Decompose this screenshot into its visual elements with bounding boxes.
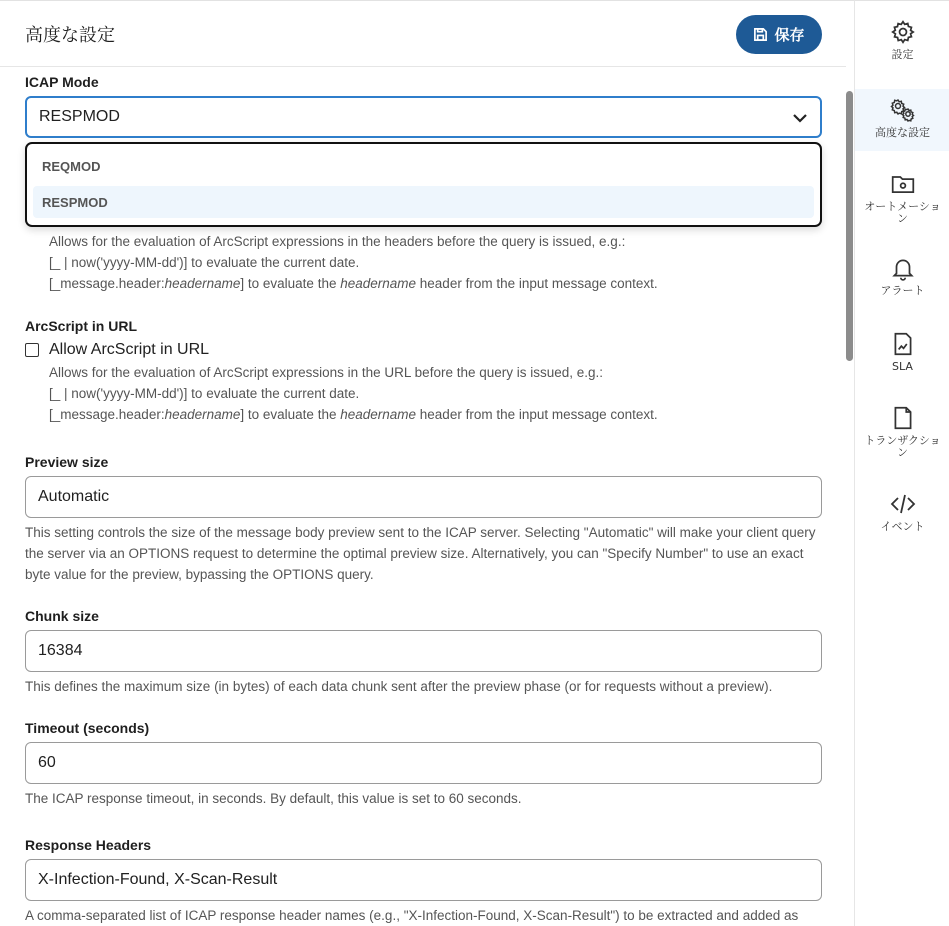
- response-headers-label: Response Headers: [25, 837, 152, 853]
- page-title: 高度な設定: [25, 25, 115, 46]
- timeout-label: Timeout (seconds): [25, 720, 150, 736]
- gear-icon: [890, 19, 916, 45]
- page-header: [0, 1, 846, 67]
- icap-mode-label: ICAP Mode: [25, 74, 99, 90]
- option-respmod[interactable]: RESPMOD: [33, 186, 814, 218]
- bell-icon: [890, 255, 916, 281]
- sidebar-item-events[interactable]: イベント: [855, 491, 949, 541]
- icap-mode-value: RESPMOD: [39, 108, 120, 125]
- sidebar-item-automation[interactable]: オートメーション: [855, 171, 949, 231]
- icap-mode-dropdown: [25, 142, 822, 227]
- sidebar-item-advanced-settings[interactable]: 高度な設定: [855, 89, 949, 151]
- chunk-size-label: Chunk size: [25, 608, 99, 624]
- arcscript-url-checkbox-label[interactable]: Allow ArcScript in URL: [49, 341, 210, 358]
- chunk-size-value: 16384: [38, 642, 83, 659]
- sidebar-item-alerts[interactable]: アラート: [855, 255, 949, 305]
- headers-arcscript-help: Allows for the evaluation of ArcScript expressions in the headers before the query is issued, e.g.: [_ | now('yyyy-MM-dd')] to evaluate the current date. [_message.header:headername] to evaluate the headername header from the input message context.: [49, 234, 658, 291]
- preview-size-value: Automatic: [38, 488, 110, 505]
- sidebar-item-settings[interactable]: 設定: [855, 19, 949, 75]
- chevron-down-icon: [792, 110, 808, 126]
- floppy-disk-icon: [753, 27, 768, 42]
- preview-size-label: Preview size: [25, 454, 109, 470]
- arcscript-url-option[interactable]: [25, 341, 209, 359]
- save-button-label: 保存: [774, 26, 805, 44]
- sidebar-item-sla[interactable]: SLA: [855, 331, 949, 381]
- chunk-size-help: This defines the maximum size (in bytes) of each data chunk sent after the preview phase (or for requests without a preview).: [25, 679, 773, 694]
- response-headers-help: A comma-separated list of ICAP response header names (e.g., "X-Infection-Found, X-Scan-Result") to be extracted and added as: [25, 908, 799, 923]
- code-icon: [890, 491, 916, 517]
- preview-size-field[interactable]: [25, 476, 822, 518]
- response-headers-value: X-Infection-Found, X-Scan-Result: [38, 871, 278, 888]
- timeout-help: The ICAP response timeout, in seconds. By default, this value is set to 60 seconds.: [25, 791, 522, 806]
- document-icon: [890, 405, 916, 431]
- arcscript-url-help: Allows for the evaluation of ArcScript expressions in the URL before the query is issued, e.g.: [_ | now('yyyy-MM-dd')] to evaluate the current date. [_message.header:headername] to evaluate the headername header from the input message context.: [49, 365, 658, 422]
- response-headers-field[interactable]: [25, 859, 822, 901]
- folder-gear-icon: [890, 171, 916, 197]
- timeout-value: 60: [38, 754, 56, 771]
- sidebar: [854, 0, 949, 926]
- arcscript-url-label: ArcScript in URL: [25, 318, 138, 334]
- option-reqmod[interactable]: REQMOD: [42, 158, 101, 174]
- timeout-field[interactable]: [25, 742, 822, 784]
- sla-document-icon: [890, 331, 916, 357]
- scrollbar-thumb[interactable]: [846, 91, 853, 361]
- preview-size-help: This setting controls the size of the message body preview sent to the ICAP server. Selecting "Automatic" will make your client query the server via an OPTIONS request to determine the optimal preview size. Alternatively, you can "Specify Number" to use an exact byte value for the preview, bypassing the OPTIONS query.: [25, 525, 816, 582]
- chunk-size-field[interactable]: [25, 630, 822, 672]
- save-button[interactable]: [736, 15, 822, 54]
- sidebar-item-transactions[interactable]: トランザクション: [855, 405, 949, 465]
- gears-icon: [890, 97, 916, 123]
- arcscript-url-checkbox[interactable]: [25, 343, 39, 357]
- icap-mode-select[interactable]: [25, 96, 822, 138]
